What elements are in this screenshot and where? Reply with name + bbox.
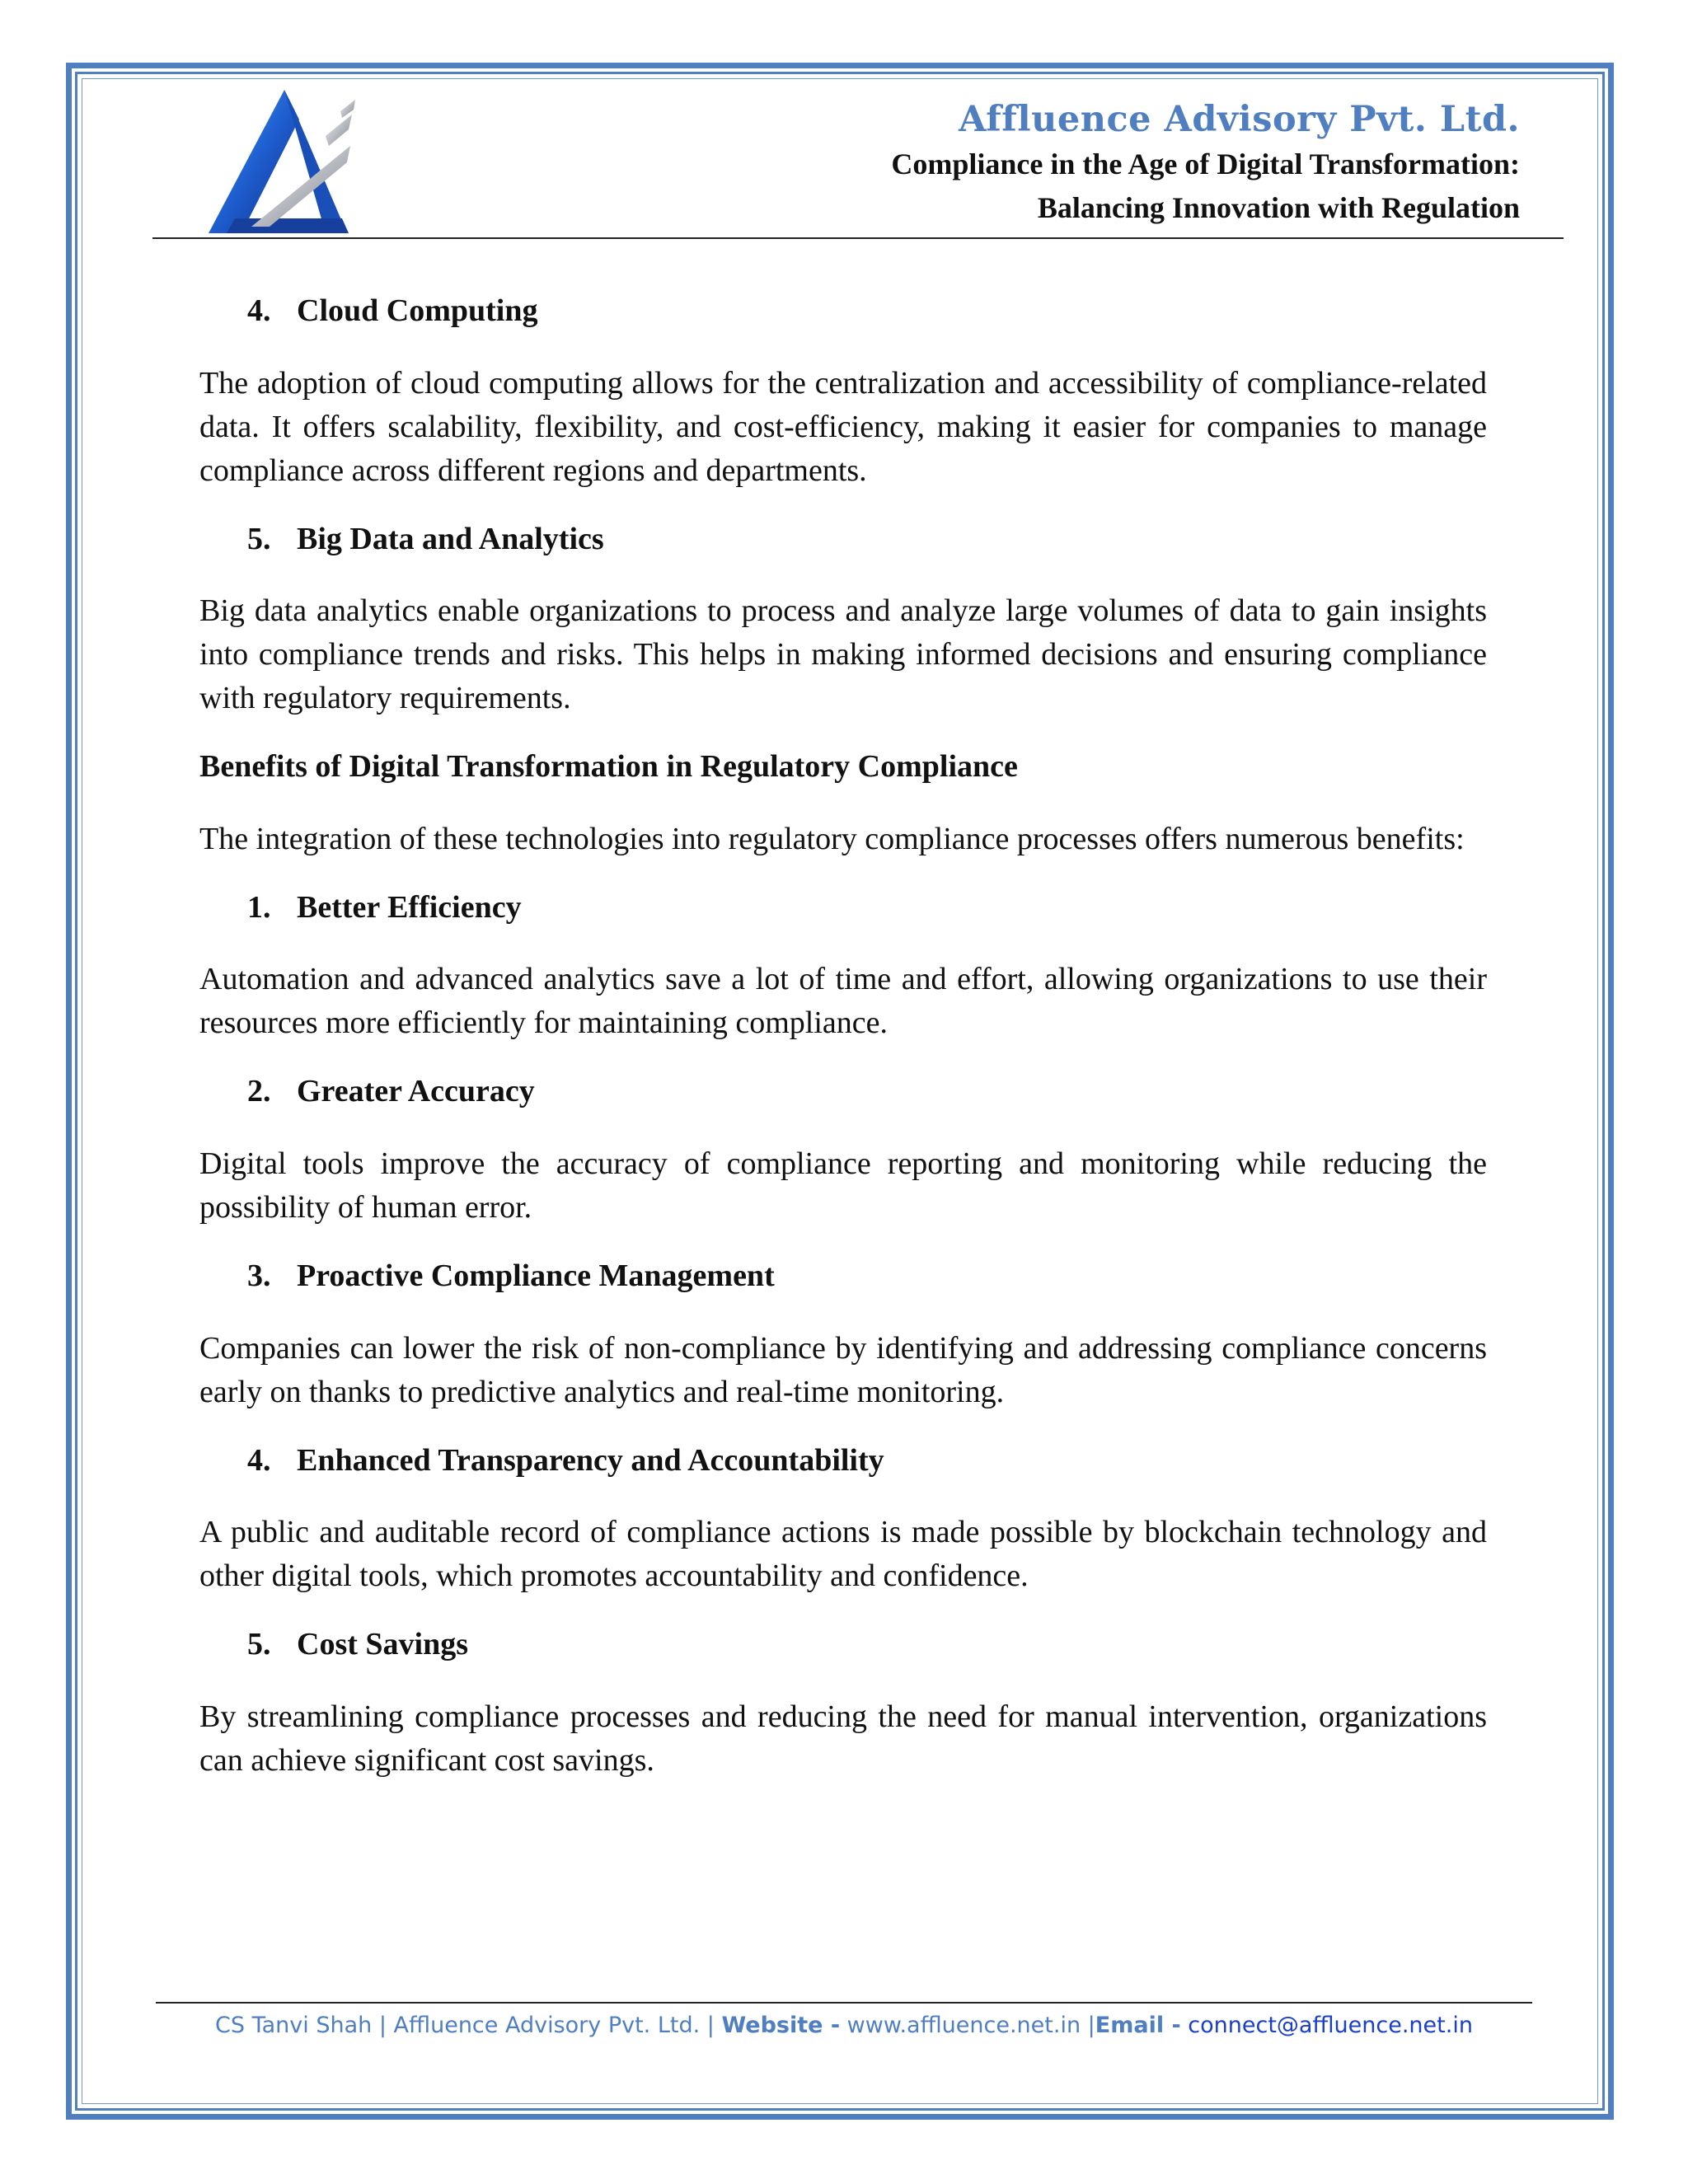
section-number: 4. [247,293,271,328]
benefit-number: 3. [247,1258,271,1293]
benefit-paragraph-accuracy: Digital tools improve the accuracy of compliance reporting and monitoring while reducing the possibility of human error. [199,1146,1487,1225]
company-name: Affluence Advisory Pvt. Ltd. [959,99,1520,140]
benefit-paragraph-proactive: Companies can lower the risk of non-compliance by identifying and addressing compliance concerns early on thanks to predictive analytics and real-time monitoring. [199,1330,1487,1409]
footer-website-link[interactable]: www.affluence.net.in [846,2013,1081,2038]
section-title: Cloud Computing [297,293,538,328]
footer-website-label: Website - [721,2013,841,2038]
benefit-title: Better Efficiency [297,889,522,925]
benefit-heading-accuracy [199,1073,1487,1111]
benefit-heading-cost-savings [199,1626,1487,1664]
benefits-heading: Benefits of Digital Transformation in Regulatory Compliance [199,749,1018,785]
benefit-heading-transparency [199,1442,1487,1480]
document-title-line-1: Compliance in the Age of Digital Transformation: [891,148,1520,180]
section-paragraph-cloud-computing: The adoption of cloud computing allows for the centralization and accessibility of compliance-related data. It offers scalability, flexibility, and cost-efficiency, making it easier for companies to manage compliance across different regions and departments. [199,365,1487,488]
benefit-number: 2. [247,1074,271,1109]
benefit-title: Proactive Compliance Management [297,1258,775,1293]
benefit-paragraph-cost-savings: By streamlining compliance processes and reducing the need for manual intervention, organizations can achieve significant cost savings. [199,1699,1487,1778]
benefit-heading-proactive [199,1258,1487,1296]
benefit-paragraph-efficiency: Automation and advanced analytics save a lot of time and effort, allowing organizations to use their resources more efficiently for maintaining compliance. [199,962,1487,1041]
benefit-title: Greater Accuracy [297,1074,535,1109]
section-title: Big Data and Analytics [297,521,604,556]
section-heading-big-data [199,521,1487,559]
document-body [199,293,1487,1811]
benefit-paragraph-transparency: A public and auditable record of compliance actions is made possible by blockchain technology and other digital tools, which promotes accountability and confidence. [199,1515,1487,1594]
footer-divider [156,2002,1532,2004]
benefit-number: 4. [247,1442,271,1478]
benefit-title: Enhanced Transparency and Accountability [297,1442,884,1478]
header-divider [152,237,1564,239]
triangle-a-logo-icon [202,87,367,239]
section-paragraph-big-data: Big data analytics enable organizations to process and analyze large volumes of data to gain insights into compliance trends and risks. This helps in making informed decisions and ensuring compliance with regulatory requirements. [199,593,1487,716]
benefits-intro: The integration of these technologies into regulatory compliance processes offers numerous benefits: [199,821,1465,856]
footer-email-link[interactable]: connect@affluence.net.in [1188,2013,1473,2038]
footer-email-label: Email - [1095,2013,1181,2038]
footer-author: CS Tanvi Shah | Affluence Advisory Pvt. Ltd. | [215,2013,715,2038]
benefit-title: Cost Savings [297,1627,468,1662]
benefit-heading-efficiency [199,889,1487,927]
benefit-number: 5. [247,1627,271,1662]
footer-separator: | [1087,2013,1095,2038]
document-title-line-2: Balancing Innovation with Regulation [1037,191,1520,224]
page-footer [0,2013,1688,2038]
benefit-number: 1. [247,889,271,925]
section-number: 5. [247,521,271,556]
section-heading-cloud-computing [199,293,1487,330]
